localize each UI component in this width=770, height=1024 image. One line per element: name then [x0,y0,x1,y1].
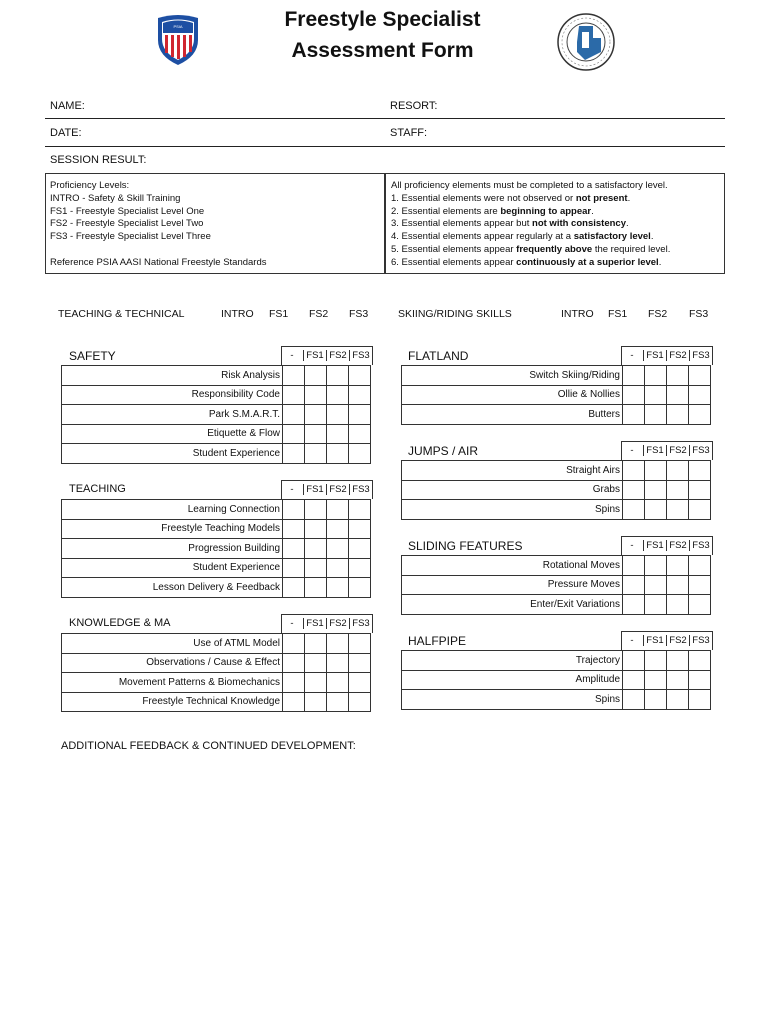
skiing-riding-heading: SKIING/RIDING SKILLS [398,308,512,320]
divider [45,146,725,147]
element-item: 3. Essential elements appear but not with consistency. [391,218,629,230]
fs3-col-head: FS3 [689,308,709,320]
staff-label: STAFF: [390,127,428,139]
table-row: Freestyle Teaching Models [62,519,371,539]
table-row: Park S.M.A.R.T. [62,405,371,425]
element-item: 1. Essential elements were not observed or not present. [391,192,631,204]
table-row: Student Experience [62,558,371,578]
fs1-col-head: FS1 [608,308,628,320]
table-row: Responsibility Code [62,385,371,405]
table-row: Lesson Delivery & Feedback [62,578,371,598]
table-row: Freestyle Technical Knowledge [62,692,371,712]
additional-feedback-label: ADDITIONAL FEEDBACK & CONTINUED DEVELOPMENT: [61,740,356,752]
halfpipe-table [401,650,711,710]
table-row: Grabs [402,480,711,500]
jumps-air-title: JUMPS / AIR [408,444,479,458]
table-row: Spins [402,690,711,710]
table-row: Switch Skiing/Riding [402,366,711,386]
fs1-col-head: FS1 [269,308,289,320]
elements-box: All proficiency elements must be completed to a satisfactory level. 1. Essential elements were not observed or not present. 2. Essential elements are beginning to appear. 3. Essential elements appear but not with consistency. 4. Essential elements appear regularly at a satisfactory level. 5. Essential elements appear frequently above the required level. 6. Essential elements appear continuously at a superior level. [385,173,725,274]
resort-label: RESORT: [390,100,438,112]
flatland-score-header: - FS1 FS2 FS3 [621,346,712,364]
table-row: Pressure Moves [402,575,711,595]
safety-score-header: - FS1 FS2 FS3 [281,346,372,364]
intro-col-head: INTRO [561,308,594,320]
jumps-score-header: - FS1 FS2 FS3 [621,441,712,459]
teaching-technical-heading: TEACHING & TECHNICAL [58,308,185,320]
proficiency-levels-box: Proficiency Levels: INTRO - Safety & Skill Training FS1 - Freestyle Specialist Level One FS2 - Freestyle Specialist Level Two FS3 - Freestyle Specialist Level Three Reference PSIA AASI National Freestyle Standards [45,173,385,274]
table-row: Enter/Exit Variations [402,595,711,615]
teaching-table [61,499,371,598]
table-row: Etiquette & Flow [62,424,371,444]
table-row: Risk Analysis [62,366,371,386]
table-row: Use of ATML Model [62,634,371,654]
sliding-table [401,555,711,615]
teaching-score-header: - FS1 FS2 FS3 [281,480,372,498]
halfpipe-title: HALFPIPE [408,634,467,648]
safety-title: SAFETY [69,349,116,363]
flatland-table [401,365,711,425]
element-item: 4. Essential elements appear regularly at a satisfactory level. [391,231,654,243]
divider [45,118,725,119]
knowledge-score-header: - FS1 FS2 FS3 [281,614,372,632]
name-label: NAME: [50,100,85,112]
element-item: 2. Essential elements are beginning to appear. [391,205,594,217]
knowledge-table [61,633,371,712]
svg-text:PSIA: PSIA [173,24,183,29]
halfpipe-score-header: - FS1 FS2 FS3 [621,631,712,649]
date-label: DATE: [50,127,82,139]
jumps-table [401,460,711,520]
flatland-title: FLATLAND [408,349,469,363]
table-row: Straight Airs [402,461,711,481]
table-row: Spins [402,500,711,520]
fs3-col-head: FS3 [349,308,369,320]
table-row: Trajectory [402,651,711,671]
table-row: Student Experience [62,444,371,464]
intro-col-head: INTRO [221,308,254,320]
aasi-circle-logo [555,12,617,72]
sliding-score-header: - FS1 FS2 FS3 [621,536,712,554]
knowledge-ma-title: KNOWLEDGE & MA [69,617,171,629]
table-row: Ollie & Nollies [402,385,711,405]
element-item: 6. Essential elements appear continuously at a superior level. [391,256,662,268]
table-row: Butters [402,405,711,425]
teaching-title: TEACHING [69,483,126,495]
fs2-col-head: FS2 [648,308,668,320]
table-row: Rotational Moves [402,556,711,576]
table-row: Learning Connection [62,500,371,520]
table-row: Amplitude [402,670,711,690]
table-row: Movement Patterns & Biomechanics [62,673,371,693]
page-title: Freestyle Specialist Assessment Form [284,8,481,62]
element-item: 5. Essential elements appear frequently above the required level. [391,243,671,255]
safety-table [61,365,371,464]
fs2-col-head: FS2 [309,308,329,320]
session-result-label: SESSION RESULT: [50,154,147,166]
psia-shield-logo [156,14,200,66]
table-row: Observations / Cause & Effect [62,653,371,673]
sliding-features-title: SLIDING FEATURES [408,539,523,553]
table-row: Progression Building [62,539,371,559]
